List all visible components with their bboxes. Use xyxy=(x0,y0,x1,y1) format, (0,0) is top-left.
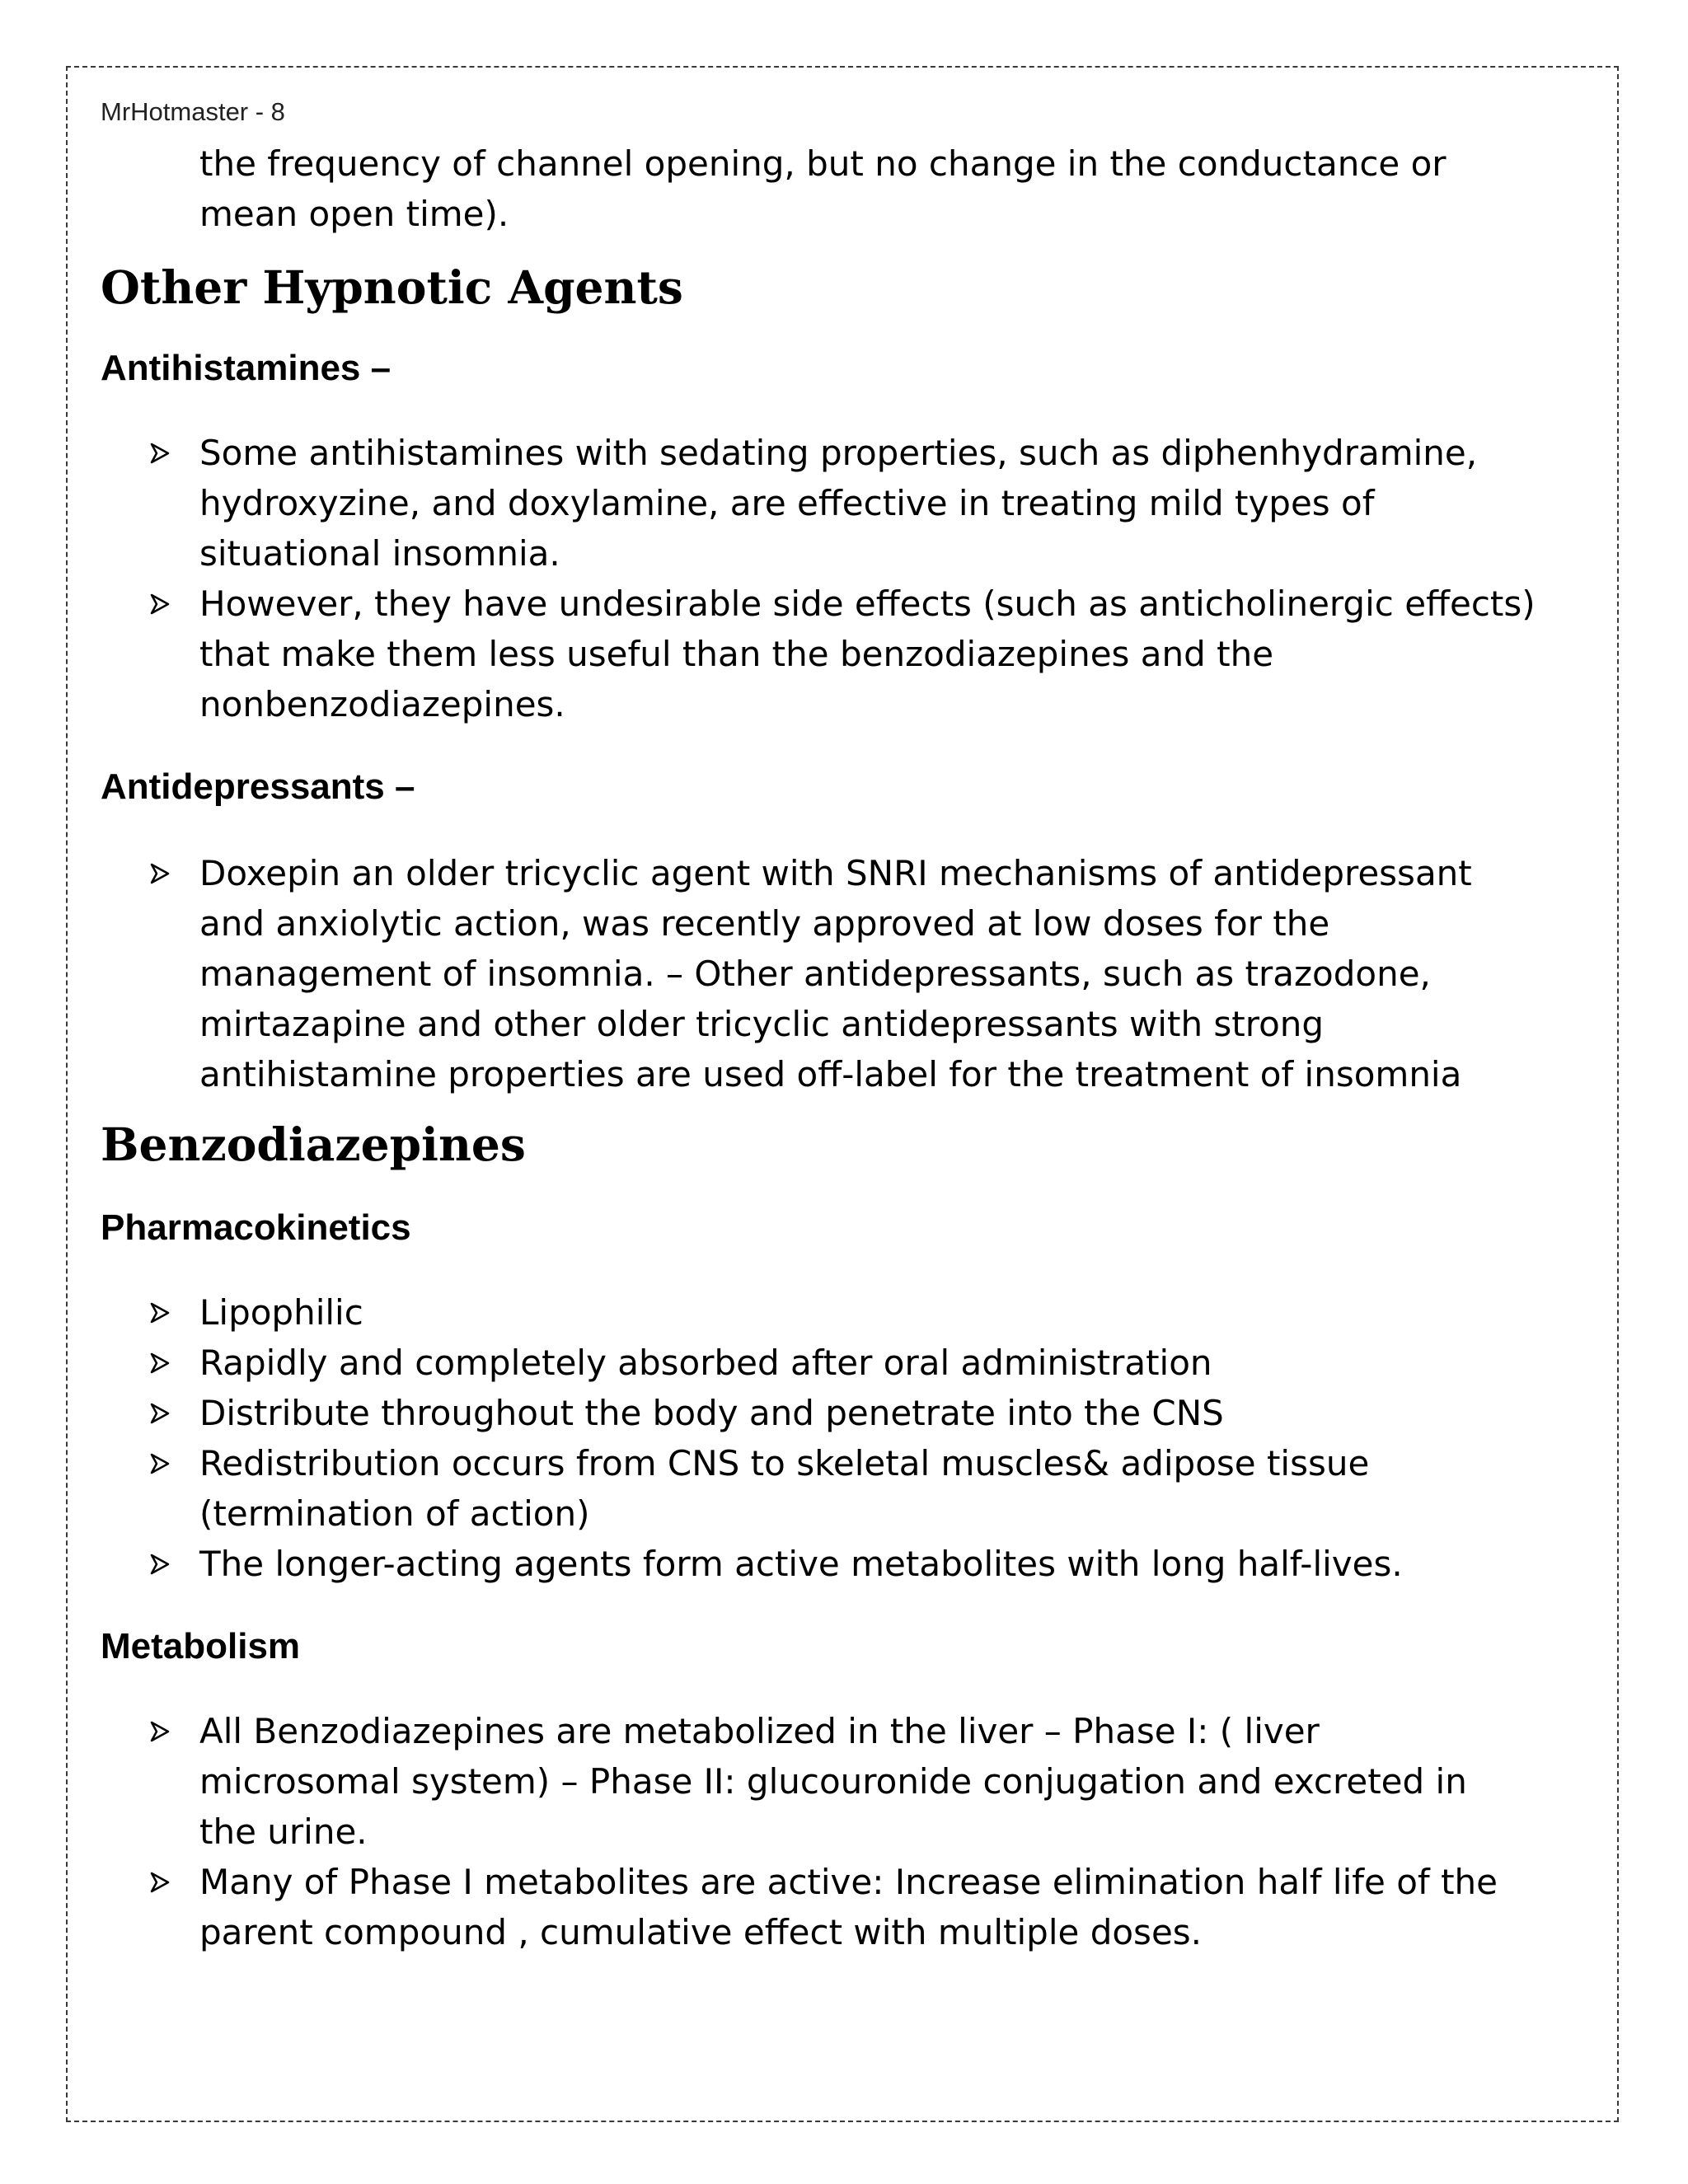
list-item xyxy=(101,1438,1584,1539)
arrow-bullet-icon xyxy=(150,1338,183,1388)
text-line: Rapidly and completely absorbed after oral administration xyxy=(199,1343,1212,1383)
page-header: MrHotmaster - 8 xyxy=(101,97,285,126)
subsection-heading-metabolism: Metabolism xyxy=(101,1626,301,1666)
text-line: mirtazapine and other older tricyclic antidepressants with strong xyxy=(199,1004,1325,1044)
text-line: mean open time). xyxy=(199,194,509,234)
text-line: microsomal system) – Phase II: glucouronide conjugation and excreted in xyxy=(199,1761,1467,1802)
text-line: However, they have undesirable side effects (such as anticholinergic effects) xyxy=(199,583,1536,624)
text-line: management of insomnia. – Other antidepressants, such as trazodone, xyxy=(199,954,1431,994)
arrow-bullet-icon xyxy=(150,1287,183,1338)
text-line: The longer-acting agents form active metabolites with long half-lives. xyxy=(199,1544,1403,1584)
text-line: (termination of action) xyxy=(199,1493,590,1534)
list-item xyxy=(101,428,1584,579)
list-item xyxy=(101,1287,1584,1338)
text-line: Lipophilic xyxy=(199,1292,363,1333)
list-item xyxy=(101,1388,1584,1438)
subsection-heading-antihistamines: Antihistamines – xyxy=(101,348,392,388)
section-title-benzodiazepines: Benzodiazepines xyxy=(101,1118,526,1171)
arrow-bullet-icon xyxy=(150,1857,183,1907)
text-line: Many of Phase I metabolites are active: Increase elimination half life of the xyxy=(199,1862,1498,1902)
text-line: the urine. xyxy=(199,1811,368,1852)
antidepressants-list xyxy=(101,848,1584,1099)
list-item xyxy=(101,1706,1584,1857)
metabolism-list xyxy=(101,1706,1584,1957)
text-line: Distribute throughout the body and penetrate into the CNS xyxy=(199,1393,1224,1433)
arrow-bullet-icon xyxy=(150,1388,183,1438)
text-line: Redistribution occurs from CNS to skeletal muscles& adipose tissue xyxy=(199,1443,1370,1483)
arrow-bullet-icon xyxy=(150,428,183,478)
text-line: and anxiolytic action, was recently approved at low doses for the xyxy=(199,903,1330,944)
arrow-bullet-icon xyxy=(150,848,183,898)
text-line: that make them less useful than the benzodiazepines and the xyxy=(199,634,1274,674)
text-line: nonbenzodiazepines. xyxy=(199,684,565,724)
arrow-bullet-icon xyxy=(150,1438,183,1488)
list-item xyxy=(101,1857,1584,1957)
text-line: antihistamine properties are used off-label for the treatment of insomnia xyxy=(199,1054,1462,1094)
arrow-bullet-icon xyxy=(150,1539,183,1589)
page-content xyxy=(101,97,1584,1957)
intro-paragraph xyxy=(101,138,1584,239)
text-line: the frequency of channel opening, but no change in the conductance or xyxy=(199,143,1447,184)
list-item xyxy=(101,848,1584,1099)
subsection-heading-pharmacokinetics: Pharmacokinetics xyxy=(101,1207,411,1248)
list-item xyxy=(101,1539,1584,1589)
text-line: Doxepin an older tricyclic agent with SNRI mechanisms of antidepressant xyxy=(199,853,1472,893)
arrow-bullet-icon xyxy=(150,1706,183,1756)
text-line: parent compound , cumulative effect with multiple doses. xyxy=(199,1912,1203,1952)
section-title-other-hypnotic-agents: Other Hypnotic Agents xyxy=(101,260,683,314)
list-item xyxy=(101,1338,1584,1388)
subsection-heading-antidepressants: Antidepressants – xyxy=(101,766,415,807)
list-item xyxy=(101,579,1584,729)
pharmacokinetics-list xyxy=(101,1287,1584,1589)
text-line: hydroxyzine, and doxylamine, are effective in treating mild types of xyxy=(199,483,1375,523)
arrow-bullet-icon xyxy=(150,579,183,629)
antihistamines-list xyxy=(101,428,1584,729)
text-line: situational insomnia. xyxy=(199,533,560,574)
text-line: Some antihistamines with sedating properties, such as diphenhydramine, xyxy=(199,433,1478,473)
text-line: All Benzodiazepines are metabolized in the liver – Phase I: ( liver xyxy=(199,1711,1320,1751)
